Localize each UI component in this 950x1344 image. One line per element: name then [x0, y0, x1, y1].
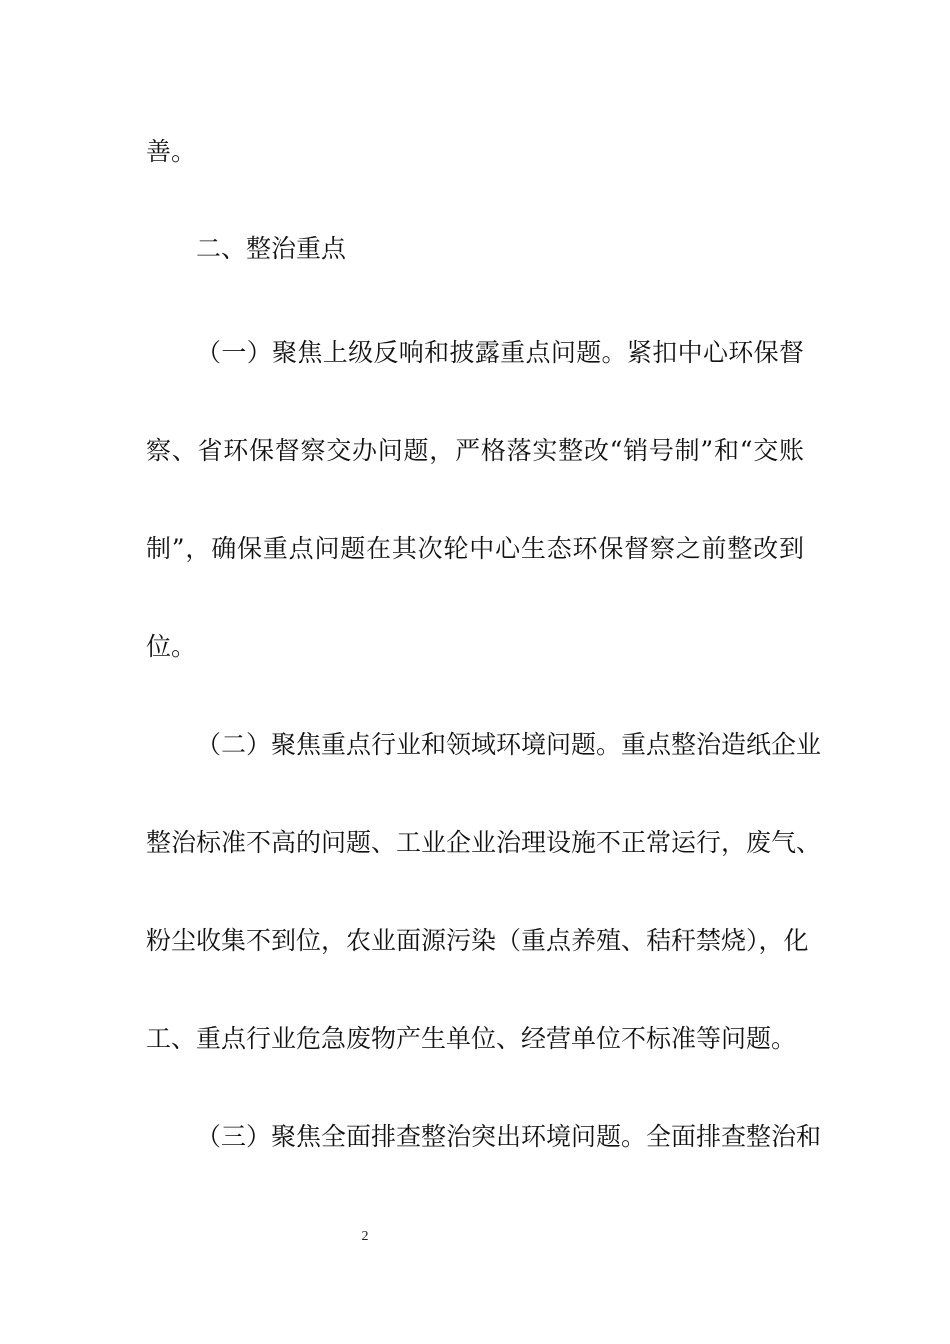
paragraph-line-8: 整治标准不高的问题、工业企业治理设施不正常运行，废气、 — [146, 828, 822, 857]
paragraph-line-6: 位。 — [146, 632, 197, 661]
paragraph-line-4: 察、省环保督察交办问题，严格落实整改“销号制”和“交账 — [146, 436, 804, 465]
paragraph-line-3: （一）聚焦上级反响和披露重点问题。紧扣中心环保督 — [196, 338, 804, 367]
paragraph-line-5: 制”，确保重点问题在其次轮中心生态环保督察之前整改到 — [146, 534, 804, 563]
page-number: 2 — [361, 1229, 369, 1244]
section-heading: 二、整治重点 — [196, 234, 347, 263]
paragraph-line-9: 粉尘收集不到位，农业面源污染（重点养殖、秸秆禁烧），化 — [146, 926, 809, 955]
paragraph-line-11: （三）聚焦全面排查整治突出环境问题。全面排查整治和 — [196, 1122, 822, 1151]
paragraph-line-1: 善。 — [146, 137, 197, 166]
paragraph-line-10: 工、重点行业危急废物产生单位、经营单位不标准等问题。 — [146, 1024, 797, 1053]
paragraph-line-7: （二）聚焦重点行业和领域环境问题。重点整治造纸企业 — [196, 730, 822, 759]
